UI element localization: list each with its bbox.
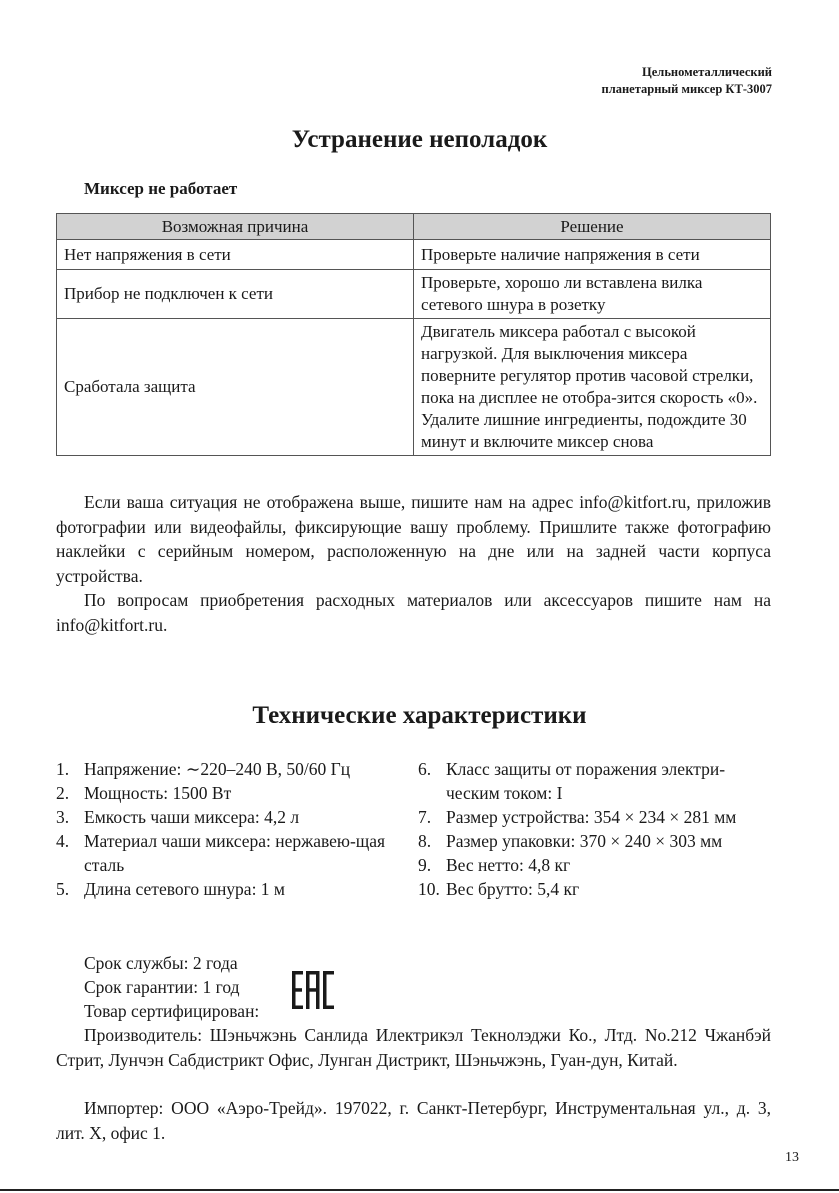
specs-title: Технические характеристики xyxy=(252,702,587,729)
spec-item xyxy=(56,877,401,901)
spec-item xyxy=(418,829,778,853)
troubleshooting-title: Устранение неполадок xyxy=(291,126,548,153)
spec-item xyxy=(418,853,778,877)
spec-number: 8. xyxy=(418,831,432,851)
spec-number: 3. xyxy=(56,807,70,827)
manufacturer-info: Производитель: Шэньчжэнь Санлида Илектрикэл Текнолэджи Ко., Лтд. No.212 Чжанбэй Стрит, Лунчэн Сабдистрикт Офис, Лунган Дистрикт, Шэньчжэнь, Гуан-дун, Китай. xyxy=(56,1025,771,1070)
column-header-solution: Решение xyxy=(414,214,771,240)
accessories-paragraph: По вопросам приобретения расходных материалов или аксессуаров пишите нам на info@kitfort.ru. xyxy=(56,590,771,635)
spec-item xyxy=(56,829,401,877)
document-header xyxy=(602,64,773,98)
table-header-row xyxy=(57,214,771,240)
table-row xyxy=(57,240,771,270)
solution-cell: Проверьте наличие напряжения в сети xyxy=(414,240,771,270)
spec-text: Напряжение: ∼220–240 В, 50/60 Гц xyxy=(84,759,351,779)
spec-item xyxy=(56,781,401,805)
spec-item xyxy=(418,757,778,805)
table-row xyxy=(57,319,771,456)
page-number: 13 xyxy=(785,1150,799,1165)
contact-paragraph: Если ваша ситуация не отображена выше, пишите нам на адрес info@kitfort.ru, приложив фотографии или видеофайлы, фиксирующие вашу проблему. Пришлите также фотографию наклейки с серийным номером, расположенную на дне или на задней части корпуса устройства. xyxy=(56,492,771,586)
spec-item xyxy=(418,877,778,901)
spec-number: 6. xyxy=(418,759,432,779)
spec-number: 4. xyxy=(56,831,70,851)
spec-text: Емкость чаши миксера: 4,2 л xyxy=(84,807,300,827)
cause-cell: Нет напряжения в сети xyxy=(57,240,414,270)
spec-item xyxy=(56,757,401,781)
solution-cell: Проверьте, хорошо ли вставлена вилка сетевого шнура в розетку xyxy=(414,270,771,319)
certification-label: Товар сертифицирован: xyxy=(84,1001,260,1021)
spec-item xyxy=(56,805,401,829)
spec-number: 7. xyxy=(418,807,432,827)
spec-number: 5. xyxy=(56,879,70,899)
spec-text: Вес нетто: 4,8 кг xyxy=(446,855,571,875)
spec-item xyxy=(418,805,778,829)
specs-list-right xyxy=(418,757,778,901)
column-header-cause: Возможная причина xyxy=(57,214,414,240)
troubleshooting-subtitle: Миксер не работает xyxy=(84,179,238,198)
spec-text: Длина сетевого шнура: 1 м xyxy=(84,879,286,899)
spec-number: 10. xyxy=(418,879,440,899)
solution-cell: Двигатель миксера работал с высокой нагрузкой. Для выключения миксера поверните регулятор против часовой стрелки, пока на дисплее не отобра-зится скорость «0». Удалите лишние ингредиенты, подождите 30 минут и включите миксер снова xyxy=(414,319,771,456)
spec-text: Материал чаши миксера: нержавею-щая сталь xyxy=(84,831,386,875)
importer-info: Импортер: ООО «Аэро-Трейд». 197022, г. Санкт-Петербург, Инструментальная ул., д. 3, лит. Х, офис 1. xyxy=(56,1098,771,1143)
spec-number: 1. xyxy=(56,759,70,779)
spec-text: Мощность: 1500 Вт xyxy=(84,783,232,803)
header-line-2: планетарный миксер КТ-3007 xyxy=(601,82,772,96)
cause-cell: Сработала защита xyxy=(57,319,414,456)
cause-cell: Прибор не подключен к сети xyxy=(57,270,414,319)
specs-list-left xyxy=(56,757,401,901)
spec-text: Размер упаковки: 370 × 240 × 303 мм xyxy=(446,831,723,851)
spec-text: Размер устройства: 354 × 234 × 281 мм xyxy=(446,807,737,827)
spec-text: Вес брутто: 5,4 кг xyxy=(446,879,580,899)
troubleshooting-table xyxy=(56,213,771,456)
page-bottom-rule xyxy=(0,1189,839,1191)
spec-number: 9. xyxy=(418,855,432,875)
warranty-period: Срок гарантии: 1 год xyxy=(84,977,240,997)
service-life: Срок службы: 2 года xyxy=(84,953,238,973)
table-row xyxy=(57,270,771,319)
header-line-1: Цельнометаллический xyxy=(642,65,772,79)
spec-number: 2. xyxy=(56,783,70,803)
eac-logo xyxy=(291,970,335,1010)
spec-text: Класс защиты от поражения электри-ческим током: I xyxy=(446,759,726,803)
